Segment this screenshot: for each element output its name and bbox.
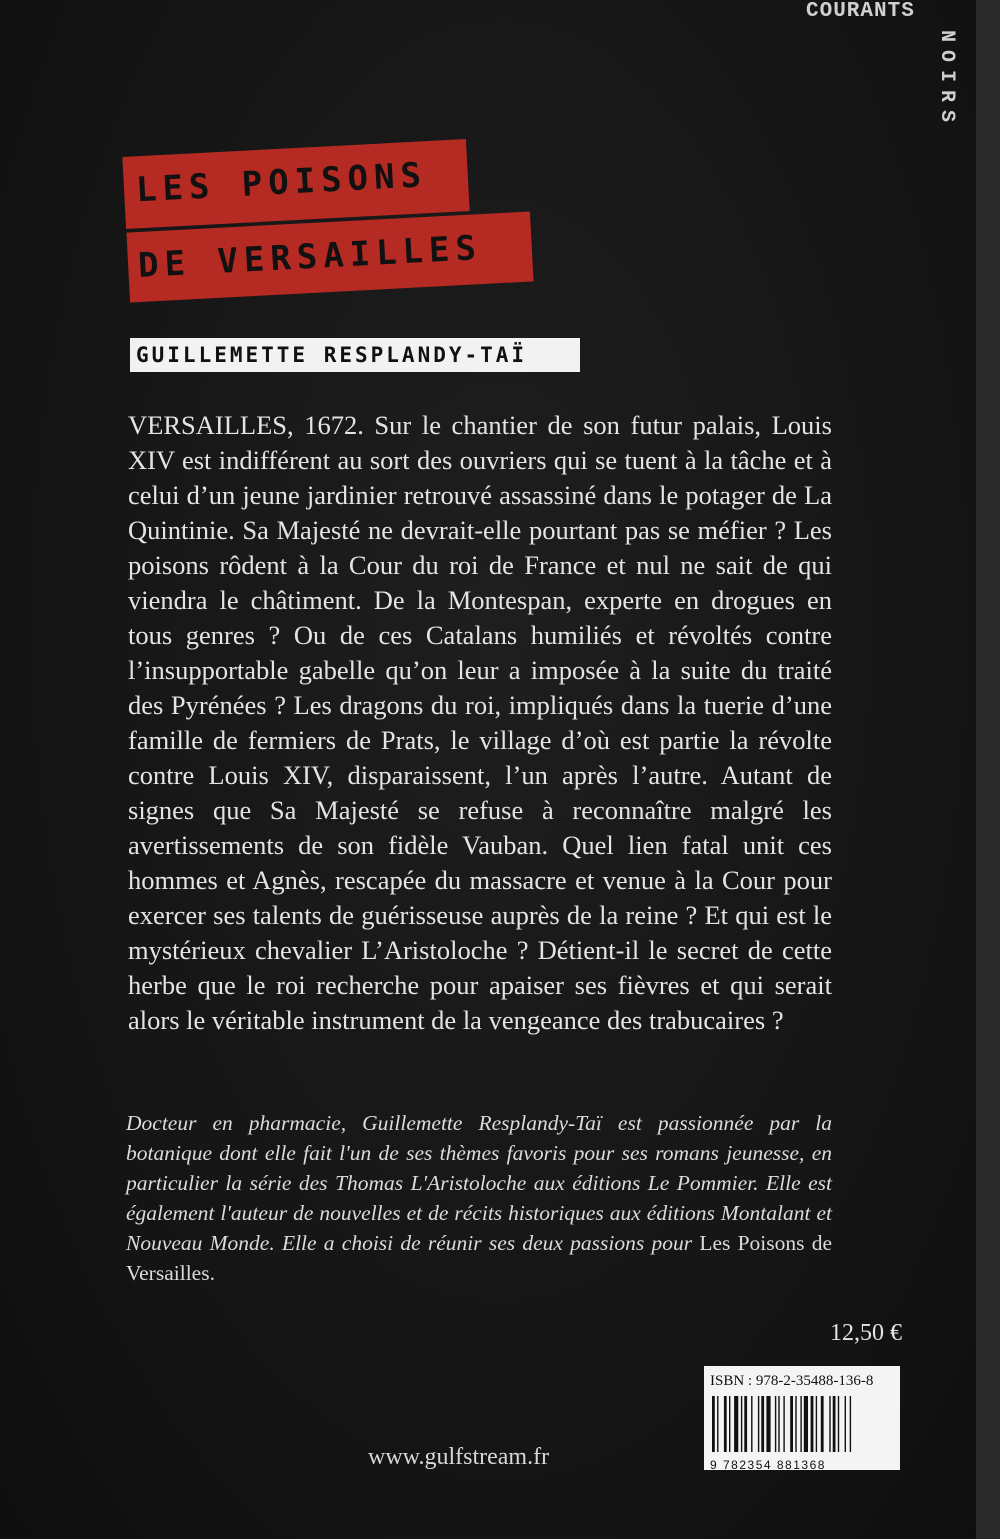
title-line-2: DE VERSAILLES	[126, 211, 533, 302]
title-line-1: LES POISONS	[122, 139, 469, 229]
barcode-bar	[833, 1396, 836, 1452]
collection-letter: R	[934, 89, 958, 103]
author-bio-book-title: Les Poisons de Versailles.	[126, 1231, 833, 1285]
collection-name-vertical	[934, 26, 958, 126]
barcode-bar	[816, 1396, 817, 1452]
barcode-bars	[710, 1396, 894, 1452]
barcode-bar	[758, 1396, 759, 1452]
barcode-bar	[724, 1396, 727, 1452]
barcode-bar	[717, 1396, 718, 1452]
barcode-bar	[751, 1396, 752, 1452]
barcode-bar	[744, 1396, 747, 1452]
author-bio	[126, 1108, 832, 1288]
barcode-bar	[790, 1396, 793, 1452]
price: 12,50 €	[830, 1320, 902, 1346]
barcode-label	[704, 1366, 900, 1470]
barcode-bar	[775, 1396, 776, 1452]
barcode-bar	[761, 1396, 764, 1452]
collection-letter: I	[934, 69, 958, 83]
barcode-bar	[783, 1396, 784, 1452]
collection-letter: O	[934, 49, 958, 63]
collection-letter: S	[934, 109, 958, 123]
barcode-bar	[804, 1396, 808, 1452]
barcode-bar	[778, 1396, 779, 1452]
website-url: www.gulfstream.fr	[368, 1444, 550, 1470]
author-name: GUILLEMETTE RESPLANDY-TAÏ	[130, 338, 580, 372]
barcode-bar	[845, 1396, 846, 1452]
barcode-bar	[850, 1396, 851, 1452]
barcode-bar	[766, 1396, 770, 1452]
barcode-bar	[821, 1396, 824, 1452]
barcode-bar	[712, 1396, 715, 1452]
barcode-digits: 9 782354 881368	[710, 1458, 826, 1472]
author-bio-italic: Docteur en pharmacie, Guillemette Resplandy-Taï est passionnée par la botanique dont elle fait l'un de ses thèmes favoris pour ses romans jeunesse, en particulier la série des Thomas L'Aristoloche aux éditions Le Pommier. Elle est également l'auteur de nouvelles et de récits historiques aux éditions Montalant et Nouveau Monde. Elle a choisi de réunir ses deux passions pour	[126, 1111, 832, 1255]
collection-letter: N	[934, 29, 958, 43]
barcode-bar	[795, 1396, 796, 1452]
barcode-bar	[741, 1396, 742, 1452]
barcode-bar	[800, 1396, 801, 1452]
barcode-bar	[734, 1396, 738, 1452]
collection-name: COURANTS	[806, 0, 915, 23]
barcode-bar	[838, 1396, 839, 1452]
barcode-bar	[829, 1396, 830, 1452]
barcode-bar	[811, 1396, 814, 1452]
isbn-text: ISBN : 978-2-35488-136-8	[710, 1373, 874, 1389]
blurb-text: VERSAILLES, 1672. Sur le chantier de son futur palais, Louis XIV est indifférent au sort des ouvriers qui se tuent à la tâche et à celui d’un jeune jardinier retrouvé assassiné dans le potager de La Quintinie. Sa Majesté ne devrait-elle pourtant pas se méfier ? Les poisons rôdent à la Cour du roi de France et nul ne sait de qui viendra le châtiment. De la Montespan, experte en drogues en tous genres ? Ou de ces Catalans humiliés et révoltés contre l’insupportable gabelle qu’on leur a imposée à la suite du traité des Pyrénées ? Les dragons du roi, impliqués dans la tuerie d’une famille de fermiers de Prats, le village d’où est partie la révolte contre Louis XIV, disparaissent, l’un après l’autre. Autant de signes que Sa Majesté se refuse à reconnaître malgré les avertissements de son fidèle Vauban. Quel lien fatal unit ces hommes et Agnès, rescapée du massacre et venue à la Cour pour exercer ses talents de guérisseuse auprès de la reine ? Et qui est le mystérieux chevalier L’Aristoloche ? Détient-il le secret de cette herbe que le roi recherche pour apaiser ses fièvres et qui serait alors le véritable instrument de la vengeance des trabucaires ?	[128, 410, 832, 1035]
cover-edge	[976, 0, 1000, 1539]
barcode-bar	[729, 1396, 730, 1452]
